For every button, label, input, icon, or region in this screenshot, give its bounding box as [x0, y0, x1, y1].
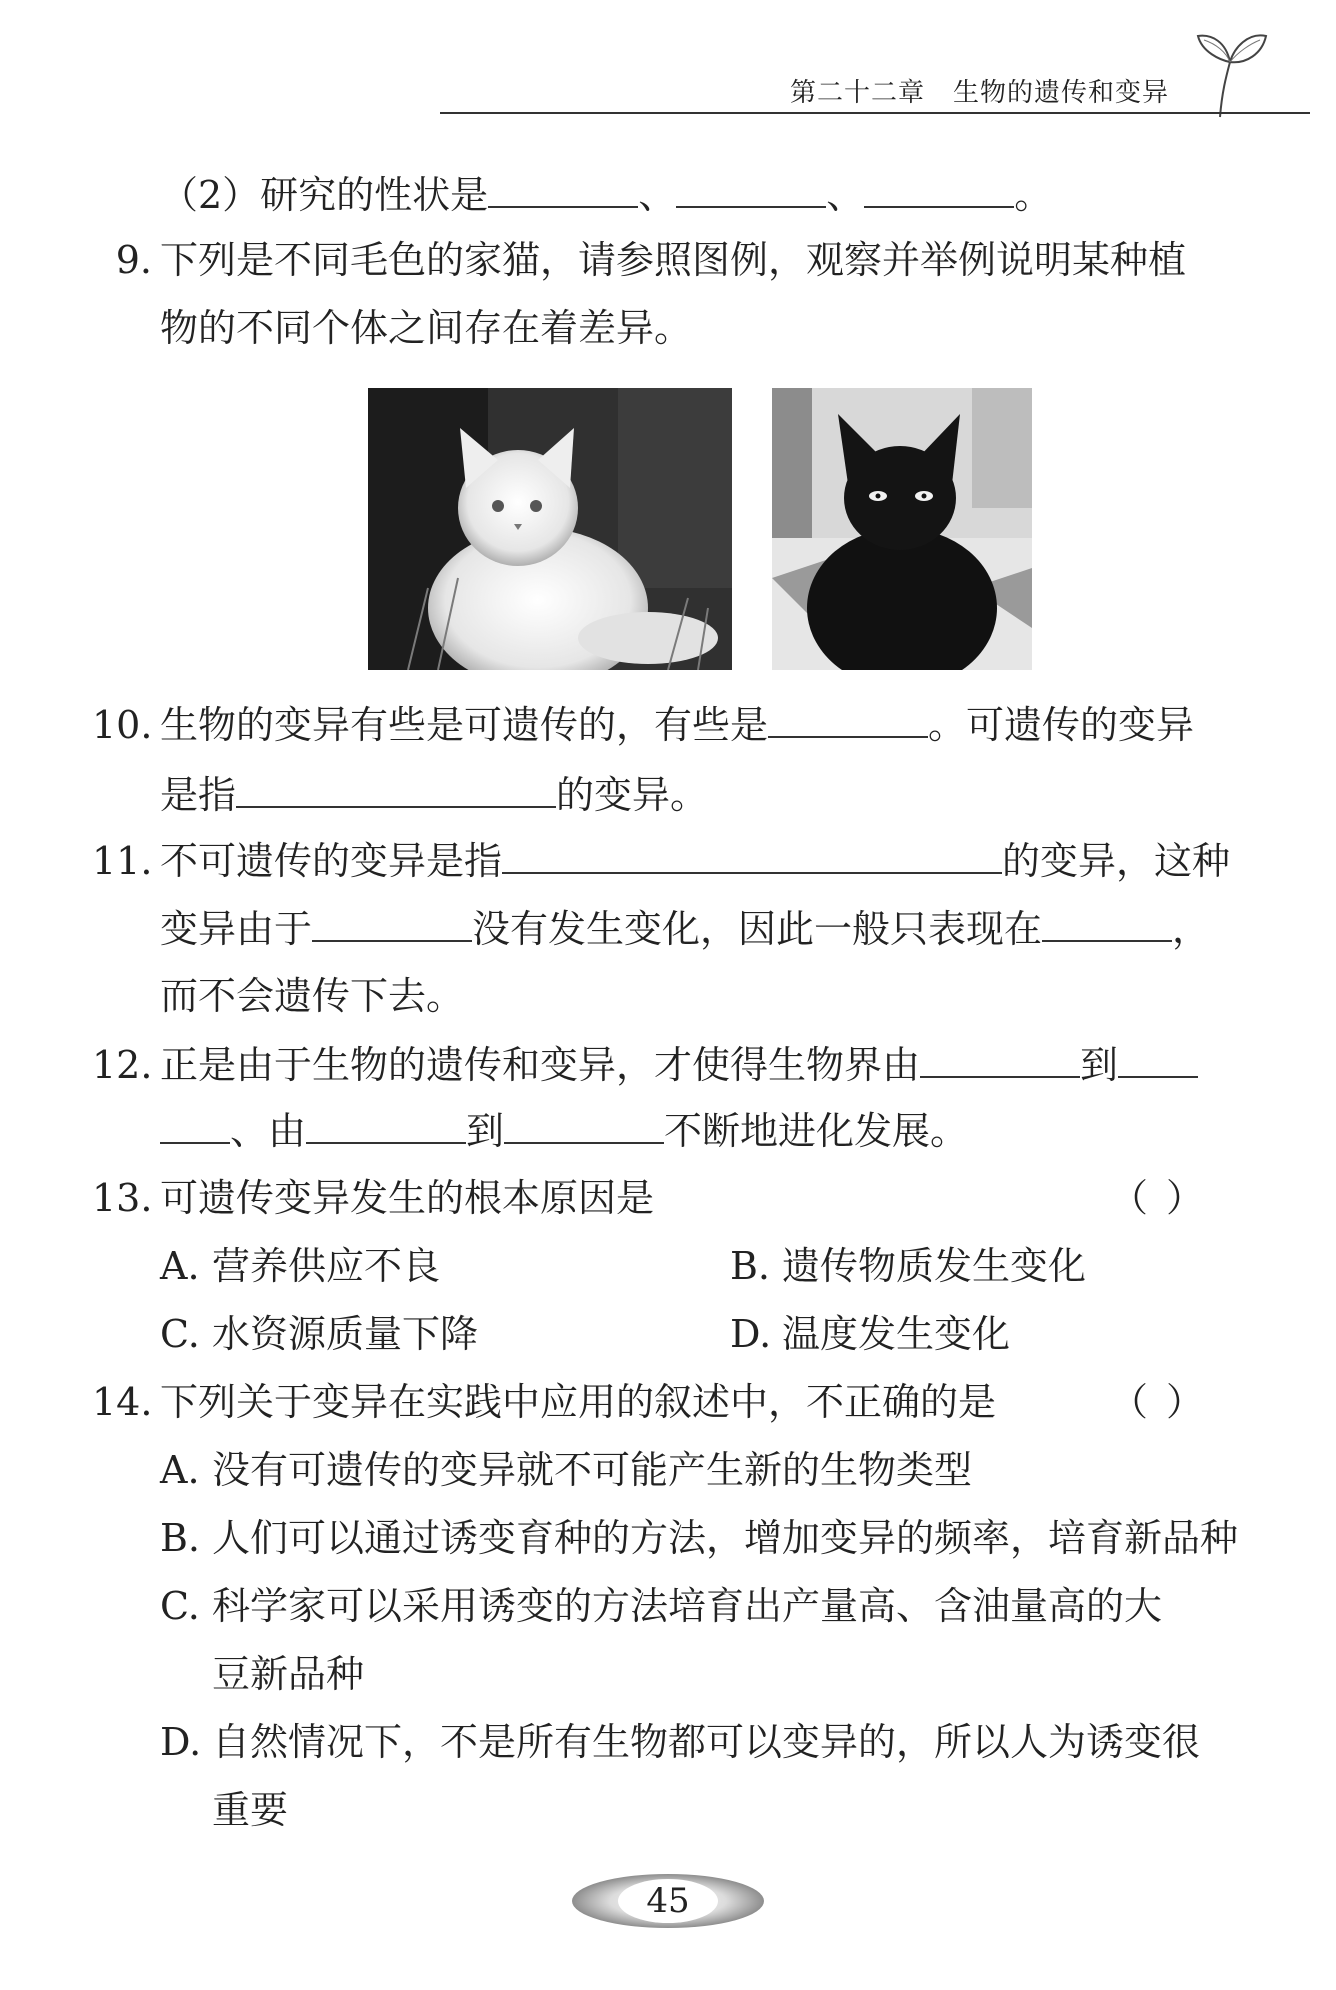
- q8-part2-prefix: （2）研究的性状是: [160, 173, 489, 217]
- q11-line2: 变异由于 没有发生变化，因此一般只表现在 ，: [160, 904, 1210, 953]
- blank-unchanged-substance[interactable]: [312, 904, 472, 942]
- q14-option-c-cont: 豆新品种: [212, 1652, 365, 1696]
- chapter-header: [790, 72, 1169, 109]
- blank-trait-1[interactable]: [488, 170, 638, 208]
- blank-trait-3[interactable]: [864, 170, 1014, 208]
- q11-number: 11.: [92, 839, 153, 883]
- q10-line2: 是指 的变异。: [160, 770, 708, 819]
- q13-option-d[interactable]: D. 温度发生变化: [730, 1312, 1011, 1356]
- q13-answer-slot[interactable]: （ ）: [1110, 1176, 1205, 1220]
- q14-option-b[interactable]: B. 人们可以通过诱变育种的方法，增加变异的频率，培育新品种: [160, 1516, 1239, 1560]
- q14-option-d-cont: 重要: [212, 1788, 289, 1832]
- blank-evolution-to-1-part2[interactable]: [160, 1106, 230, 1144]
- q13-option-c[interactable]: C. 水资源质量下降: [160, 1312, 479, 1356]
- blank-evolution-from-1[interactable]: [920, 1040, 1080, 1078]
- q9-number: 9.: [115, 238, 152, 282]
- leaf-sprout-icon: [1190, 22, 1270, 122]
- page-number-badge: [570, 1872, 766, 1930]
- q13-option-b[interactable]: B. 遗传物质发生变化: [730, 1244, 1087, 1288]
- blank-heritable-definition[interactable]: [236, 770, 556, 808]
- q11-line3: 而不会遗传下去。: [160, 974, 465, 1018]
- q12-number: 12.: [92, 1043, 153, 1087]
- q12-line2: 、由 到 不断地进化发展。: [160, 1106, 968, 1155]
- q13-option-a[interactable]: A. 营养供应不良: [160, 1244, 441, 1288]
- chapter-title: 生物的遗传和变异: [953, 78, 1170, 108]
- q8-part2-line: （2）研究的性状是 、 、 。: [160, 170, 1052, 219]
- q14-option-d[interactable]: D. 自然情况下，不是所有生物都可以变异的，所以人为诱变很: [160, 1720, 1201, 1764]
- q13-number: 13.: [92, 1176, 153, 1220]
- q11-line1: 11. 不可遗传的变异是指 的变异，这种: [92, 836, 1230, 885]
- q9-line1: [92, 236, 1186, 284]
- q14-answer-slot[interactable]: （ ）: [1110, 1380, 1205, 1424]
- blank-non-heritable[interactable]: [768, 700, 928, 738]
- q9-line2: [160, 304, 692, 352]
- q10-number: 10.: [92, 703, 153, 747]
- q13-stem: 13. 可遗传变异发生的根本原因是: [92, 1176, 655, 1220]
- q14-option-c[interactable]: C. 科学家可以采用诱变的方法培育出产量高、含油量高的大: [160, 1584, 1163, 1628]
- q10-line1: 10. 生物的变异有些是可遗传的，有些是 。可遗传的变异: [92, 700, 1194, 749]
- q14-option-a[interactable]: A. 没有可遗传的变异就不可能产生新的生物类型: [160, 1448, 973, 1492]
- q12-line1: 12. 正是由于生物的遗传和变异，才使得生物界由 到: [92, 1040, 1198, 1089]
- header-rule: [440, 112, 1310, 114]
- blank-evolution-from-2[interactable]: [306, 1106, 466, 1144]
- blank-evolution-to-2[interactable]: [504, 1106, 664, 1144]
- white-cat-photo: [368, 388, 732, 670]
- blank-trait-2[interactable]: [676, 170, 826, 208]
- blank-expressed-in[interactable]: [1042, 904, 1172, 942]
- page-number: 45: [646, 1881, 690, 1921]
- q14-number: 14.: [92, 1380, 153, 1424]
- blank-evolution-to-1-part1[interactable]: [1118, 1040, 1198, 1078]
- blank-non-heritable-definition[interactable]: [502, 836, 1002, 874]
- q9-text-1: 下列是不同毛色的家猫，请参照图例，观察并举例说明某种植: [160, 238, 1187, 282]
- chapter-number: 第二十二章: [790, 78, 926, 108]
- black-cat-photo: [772, 388, 1032, 670]
- q14-stem: 14. 下列关于变异在实践中应用的叙述中，不正确的是: [92, 1380, 997, 1424]
- q9-text-2: 物的不同个体之间存在着差异。: [160, 306, 693, 350]
